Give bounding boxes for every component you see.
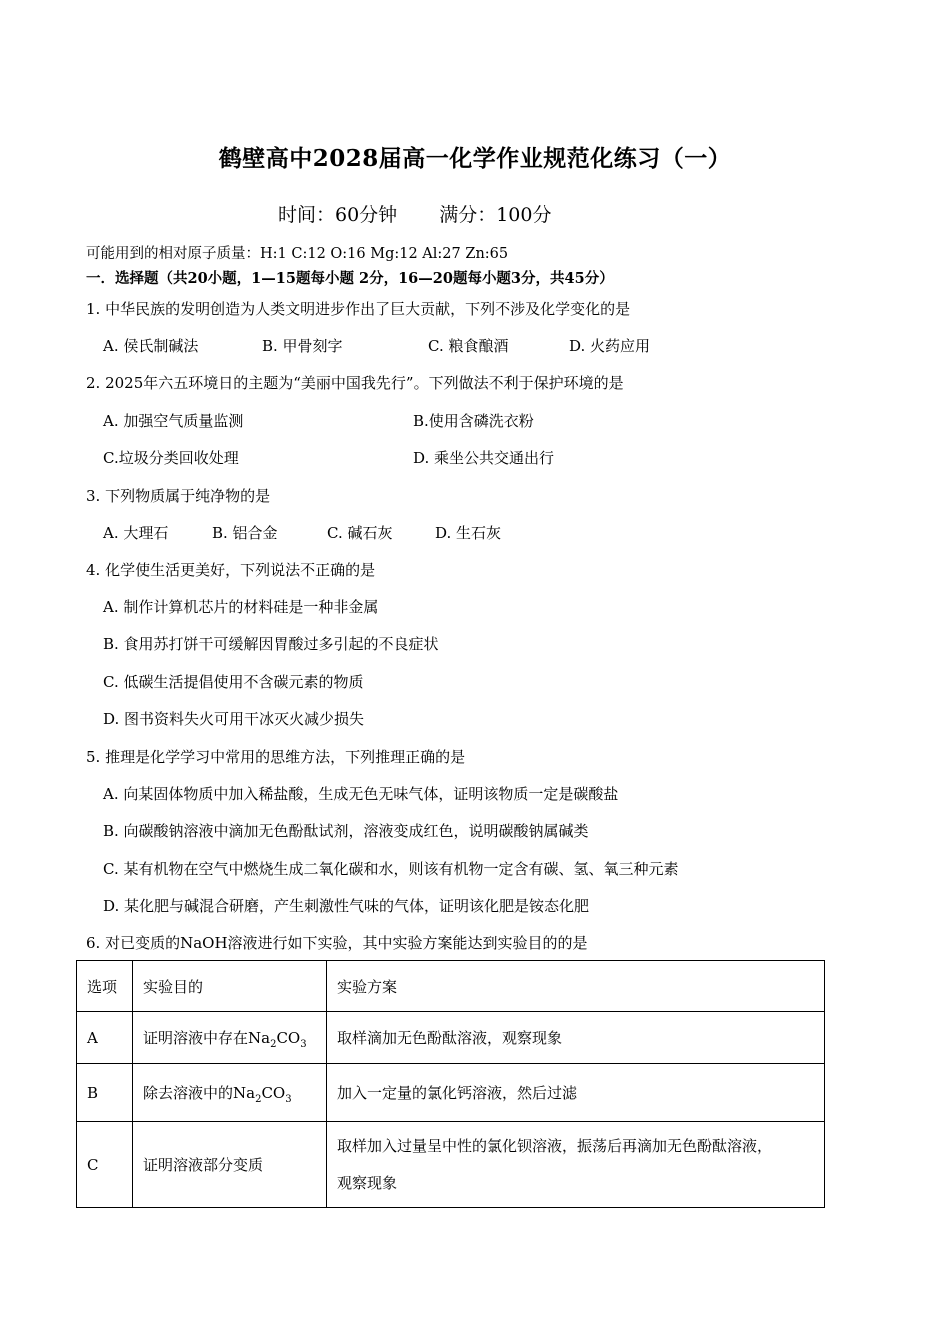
table-cell-plan: 加入一定量的氯化钙溶液，然后过滤 xyxy=(327,1064,825,1122)
q1-option-d: D. 火药应用 xyxy=(569,337,651,355)
q1-option-a: A. 侯氏制碱法 xyxy=(103,337,199,355)
page-title: 鹤壁高中2028届高一化学作业规范化练习（一） xyxy=(218,145,732,172)
question-5: 5. 推理是化学学习中常用的思维方法，下列推理正确的是 xyxy=(86,748,466,766)
table-row xyxy=(77,1064,825,1122)
table-cell-plan: 取样加入过量呈中性的氯化钡溶液，振荡后再滴加无色酚酞溶液， 观察现象 xyxy=(327,1122,825,1208)
q3-option-a: A. 大理石 xyxy=(103,524,169,542)
table-cell-option: B xyxy=(77,1064,133,1122)
q4-option-b: B. 食用苏打饼干可缓解因胃酸过多引起的不良症状 xyxy=(103,635,439,653)
q5-option-c: C. 某有机物在空气中燃烧生成二氧化碳和水，则该有机物一定含有碳、氢、氧三种元素 xyxy=(103,860,679,878)
q1-option-b: B. 甲骨刻字 xyxy=(262,337,343,355)
atomic-masses: 可能用到的相对原子质量：H:1 C:12 O:16 Mg:12 Al:27 Zn:65 xyxy=(86,246,509,262)
experiment-table xyxy=(76,960,825,1208)
q3-option-b: B. 铝合金 xyxy=(212,524,278,542)
table-row xyxy=(77,1122,825,1208)
table-header: 选项 xyxy=(77,961,133,1012)
question-6: 6. 对已变质的NaOH溶液进行如下实验，其中实验方案能达到实验目的的是 xyxy=(86,934,588,952)
table-cell-option: C xyxy=(77,1122,133,1208)
table-cell-option: A xyxy=(77,1012,133,1064)
table-header: 实验方案 xyxy=(327,961,825,1012)
table-cell-purpose: 证明溶液部分变质 xyxy=(133,1122,327,1208)
q2-option-d: D. 乘坐公共交通出行 xyxy=(413,449,555,467)
question-1: 1. 中华民族的发明创造为人类文明进步作出了巨大贡献，下列不涉及化学变化的是 xyxy=(86,300,631,318)
q4-option-d: D. 图书资料失火可用干冰灭火减少损失 xyxy=(103,710,365,728)
table-header-row xyxy=(77,961,825,1012)
exam-info xyxy=(278,200,551,227)
exam-score: 满分：100分 xyxy=(439,204,552,226)
table-cell-purpose: 证明溶液中存在$Na_2CO_3$ xyxy=(133,1012,327,1064)
q2-option-c: C.垃圾分类回收处理 xyxy=(103,449,239,467)
q5-option-b: B. 向碳酸钠溶液中滴加无色酚酞试剂，溶液变成红色，说明碳酸钠属碱类 xyxy=(103,822,589,840)
q2-option-b: B.使用含磷洗衣粉 xyxy=(413,412,534,430)
table-cell-plan: 取样滴加无色酚酞溶液，观察现象 xyxy=(327,1012,825,1064)
table-row xyxy=(77,1012,825,1064)
q5-option-d: D. 某化肥与碱混合研磨，产生刺激性气味的气体，证明该化肥是铵态化肥 xyxy=(103,897,590,915)
q3-option-d: D. 生石灰 xyxy=(435,524,502,542)
q1-option-c: C. 粮食酿酒 xyxy=(428,337,509,355)
section-heading: 一．选择题（共20小题，1—15题每小题 2分，16—20题每小题3分，共45分） xyxy=(86,270,614,287)
question-3: 3. 下列物质属于纯净物的是 xyxy=(86,487,271,505)
q4-option-c: C. 低碳生活提倡使用不含碳元素的物质 xyxy=(103,673,364,691)
exam-time: 时间：60分钟 xyxy=(278,204,398,226)
q5-option-a: A. 向某固体物质中加入稀盐酸，生成无色无味气体，证明该物质一定是碳酸盐 xyxy=(103,785,619,803)
q2-option-a: A. 加强空气质量监测 xyxy=(103,412,244,430)
q3-option-c: C. 碱石灰 xyxy=(327,524,393,542)
q4-option-a: A. 制作计算机芯片的材料硅是一种非金属 xyxy=(103,598,379,616)
question-2: 2. 2025年六五环境日的主题为“美丽中国我先行”。下列做法不利于保护环境的是 xyxy=(86,374,624,392)
table-cell-purpose: 除去溶液中的$Na_2CO_3$ xyxy=(133,1064,327,1122)
question-4: 4. 化学使生活更美好，下列说法不正确的是 xyxy=(86,561,376,579)
table-header: 实验目的 xyxy=(133,961,327,1012)
